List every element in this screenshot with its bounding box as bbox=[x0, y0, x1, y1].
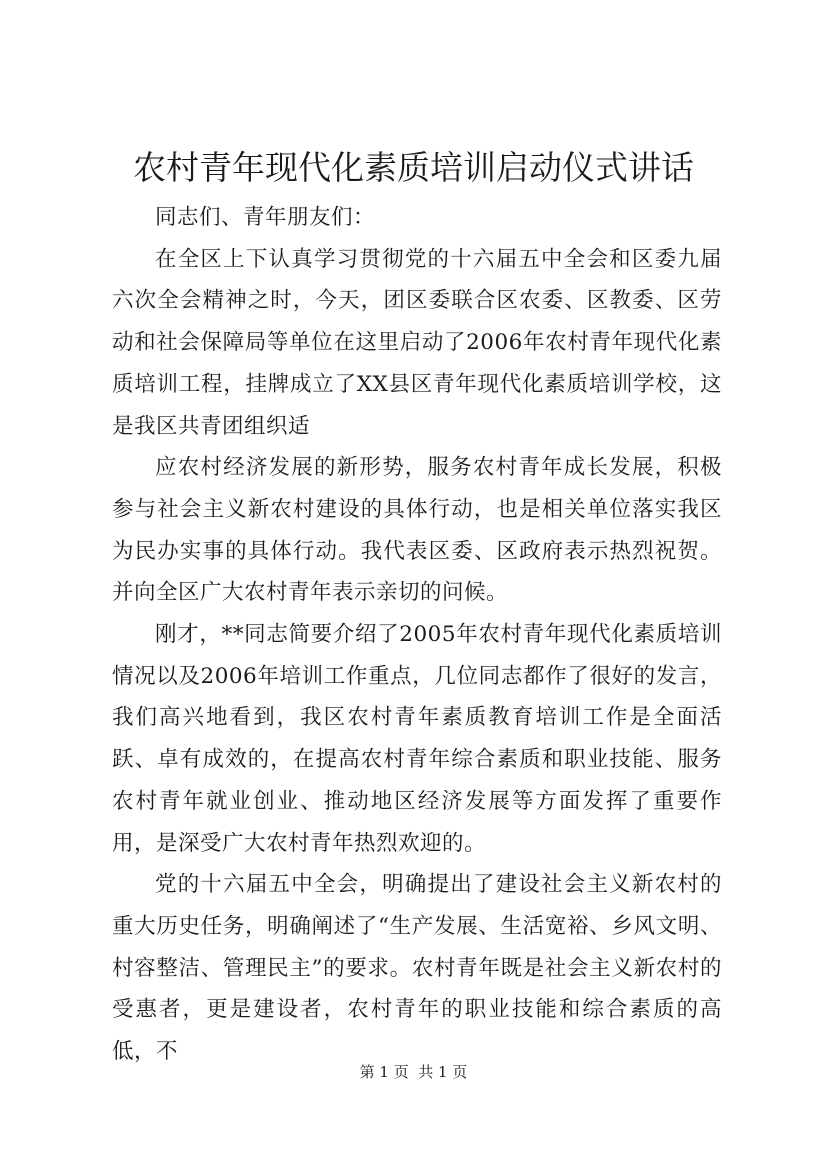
paragraph-3: 刚才，**同志简要介绍了2005年农村青年现代化素质培训情况以及2006年培训工作重点，几位同志都作了很好的发言，我们高兴地看到，我区农村青年素质教育培训工作是全面活跃、卓有成效的，在提高农村青年综合素质和职业技能、服务农村青年就业创业、推动地区经济发展等方面发挥了重要作用，是深受广大农村青年热烈欢迎的。 bbox=[112, 622, 722, 856]
paragraph-salutation: 同志们、青年朋友们： bbox=[155, 205, 376, 230]
paragraph-4: 党的十六届五中全会，明确提出了建设社会主义新农村的重大历史任务，明确阐述了“生产发展、生活宽裕、乡风文明、村容整洁、管理民主”的要求。农村青年既是社会主义新农村的受惠者，更是建设者，农村青年的职业技能和综合素质的高低，不 bbox=[112, 872, 722, 1065]
paragraph-2: 应农村经济发展的新形势，服务农村青年成长发展，积极参与社会主义新农村建设的具体行动，也是相关单位落实我区为民办实事的具体行动。我代表区委、区政府表示热烈祝贺。并向全区广大农村青年表示亲切的问候。 bbox=[112, 455, 722, 606]
document-title: 农村青年现代化素质培训启动仪式讲话 bbox=[133, 148, 694, 187]
page-number-label: 第 1 页 共 1 页 bbox=[359, 1063, 468, 1081]
paragraph-1: 在全区上下认真学习贯彻党的十六届五中全会和区委九届六次全会精神之时，今天，团区委联合区农委、区教委、区劳动和社会保障局等单位在这里启动了2006年农村青年现代化素质培训工程，挂牌成立了XX县区青年现代化素质培训学校，这是我区共青团组织适 bbox=[112, 246, 722, 439]
page-footer bbox=[0, 1062, 827, 1082]
document-body bbox=[112, 197, 722, 1073]
